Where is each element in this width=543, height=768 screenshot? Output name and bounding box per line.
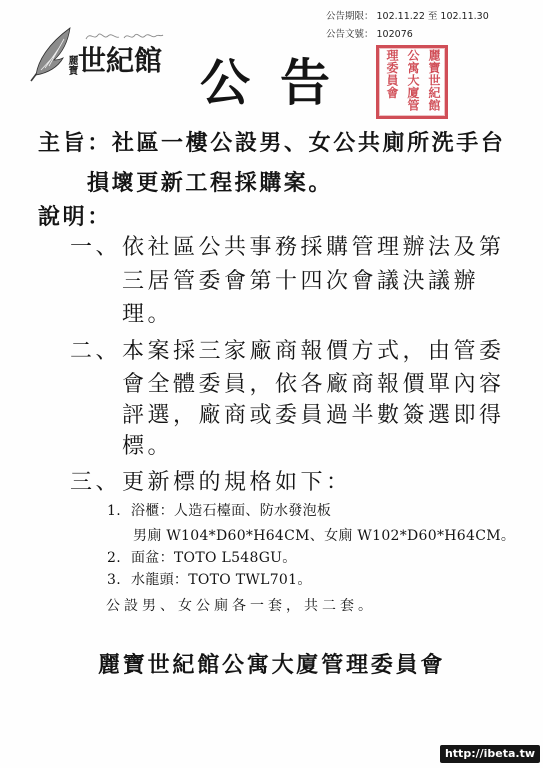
spec-2-line-1: 面盆：TOTO L548GU。 [131, 550, 297, 566]
notice-period [326, 12, 489, 22]
item-2-line-3: 評選，廠商或委員過半數簽選即得 [122, 403, 505, 428]
item-2-line-1: 本案採三家廠商報價方式，由管委 [122, 339, 505, 364]
spec-note: 公設男、女公廁各一套，共二套。 [106, 598, 376, 614]
logo-script-decoration [84, 29, 164, 43]
seal-stamp [376, 45, 448, 119]
notice-number [326, 30, 413, 40]
seal-text: 麗寶世紀館公寓大廈管理委員會 [385, 49, 441, 112]
item-3-number: 三、 [70, 470, 122, 495]
site-watermark: http://ibeta.tw [440, 745, 540, 763]
item-2-line-4: 標。 [122, 434, 174, 459]
notice-period-label: 公告期限： [326, 11, 374, 22]
item-1-number: 一、 [70, 235, 122, 260]
item-2-line-2: 會全體委員，依各廠商報價單內容 [122, 372, 505, 397]
spec-1-line-2: 男廁 W104*D60*H64CM、女廁 W102*D60*H64CM。 [133, 528, 516, 544]
item-2-number: 二、 [70, 339, 122, 364]
committee-signature: 麗寶世紀館公寓大廈管理委員會 [98, 652, 446, 678]
subject-label: 主旨： [38, 130, 112, 156]
page-title: 公告 [200, 53, 360, 112]
explanation-label: 說明： [38, 204, 112, 230]
item-3-line-1: 更新標的規格如下： [122, 470, 352, 495]
notice-number-label: 公告文號： [326, 29, 374, 40]
subject-line-1 [38, 132, 505, 154]
item-1-line-3: 理。 [122, 302, 174, 327]
subject-text-1: 社區一樓公設男、女公共廁所洗手台 [111, 130, 506, 156]
item-1-line-2: 三居管委會第十四次會議決議辦 [122, 269, 480, 294]
spec-3-number: 3. [107, 572, 121, 588]
spec-1-number: 1. [107, 503, 121, 519]
logo-small-text: 麗寶 [66, 55, 77, 75]
subject-text-2: 損壞更新工程採購案。 [87, 170, 334, 196]
spec-1-line-1: 浴櫃：人造石檯面、防水發泡板 [131, 503, 332, 519]
notice-number-value: 102076 [376, 29, 413, 40]
spec-3-line-1: 水龍頭：TOTO TWL701。 [131, 572, 312, 588]
notice-period-value: 102.11.22 至 102.11.30 [376, 11, 489, 22]
item-1-line-1: 依社區公共事務採購管理辦法及第 [122, 235, 505, 260]
logo-large-text: 世紀館 [78, 44, 163, 77]
spec-2-number: 2. [107, 550, 121, 566]
